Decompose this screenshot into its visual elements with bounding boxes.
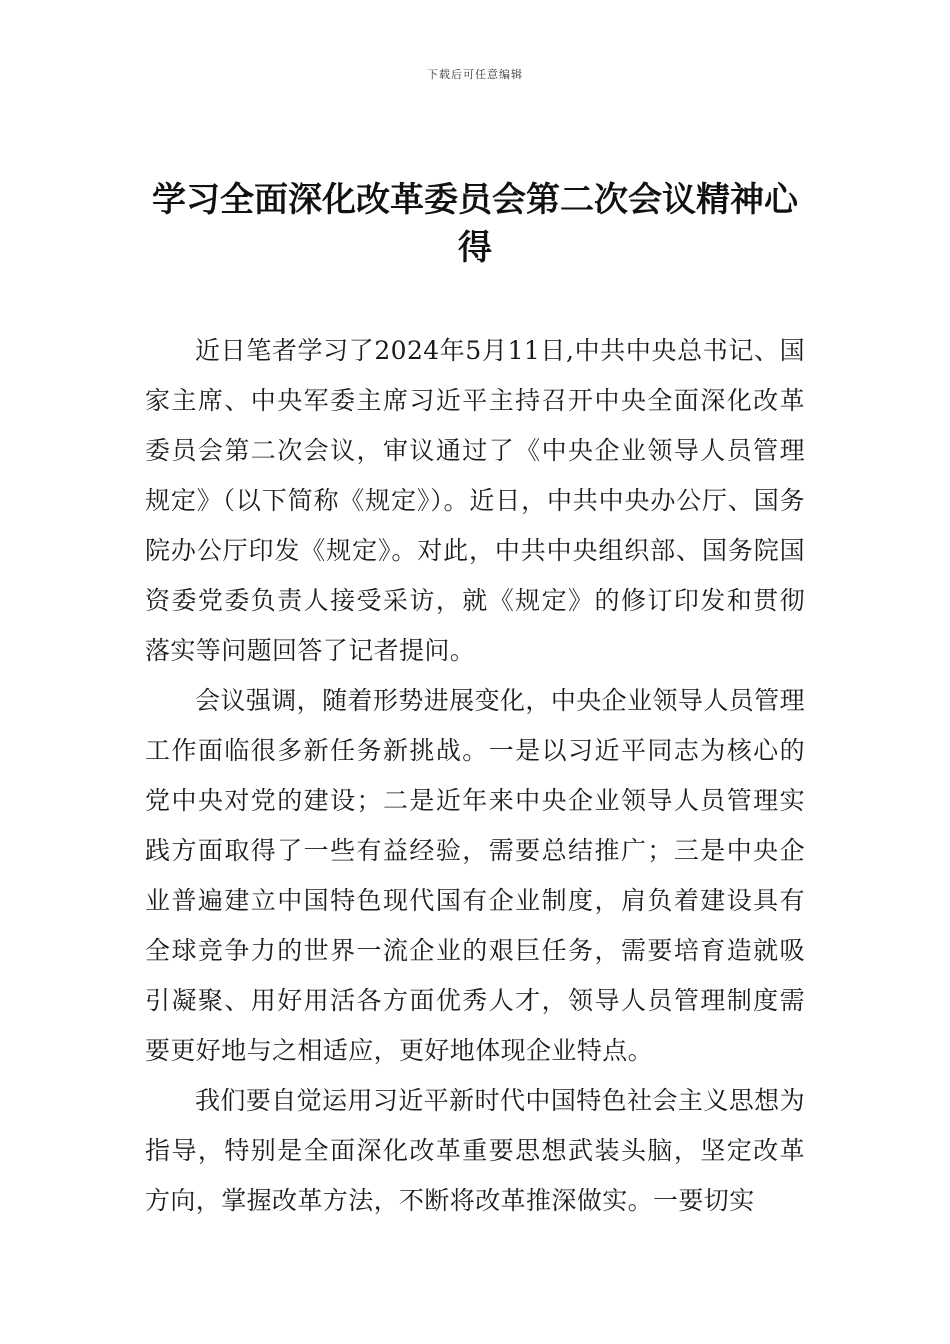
header-note: 下载后可任意编辑 [427,68,523,81]
paragraph: 会议强调，随着形势进展变化，中央企业领导人员管理工作面临很多新任务新挑战。一是以习近平同志为核心的党中央对党的建设；二是近年来中央企业领导人员管理实践方面取得了一些有益经验，需要总结推广；三是中央企业普遍建立中国特色现代国有企业制度，肩负着建设具有全球竞争力的世界一流企业的艰巨任务，需要培育造就吸引凝聚、用好用活各方面优秀人才，领导人员管理制度需要更好地与之相适应，更好地体现企业特点。 [145,686,805,1065]
document-title: 学习全面深化改革委员会第二次会议精神心得 [152,180,798,268]
document-body [145,326,805,1226]
paragraph: 近日笔者学习了2024年5月11日,中共中央总书记、国家主席、中央军委主席习近平主持召开中央全面深化改革委员会第二次会议，审议通过了《中央企业领导人员管理规定》（以下简称《规定》）。近日，中共中央办公厅、国务院办公厅印发《规定》。对此，中共中央组织部、国务院国资委党委负责人接受采访，就《规定》的修订印发和贯彻落实等问题回答了记者提问。 [145,336,805,665]
paragraph: 我们要自觉运用习近平新时代中国特色社会主义思想为指导，特别是全面深化改革重要思想武装头脑，坚定改革方向，掌握改革方法，不断将改革推深做实。一要切实 [145,1086,805,1215]
